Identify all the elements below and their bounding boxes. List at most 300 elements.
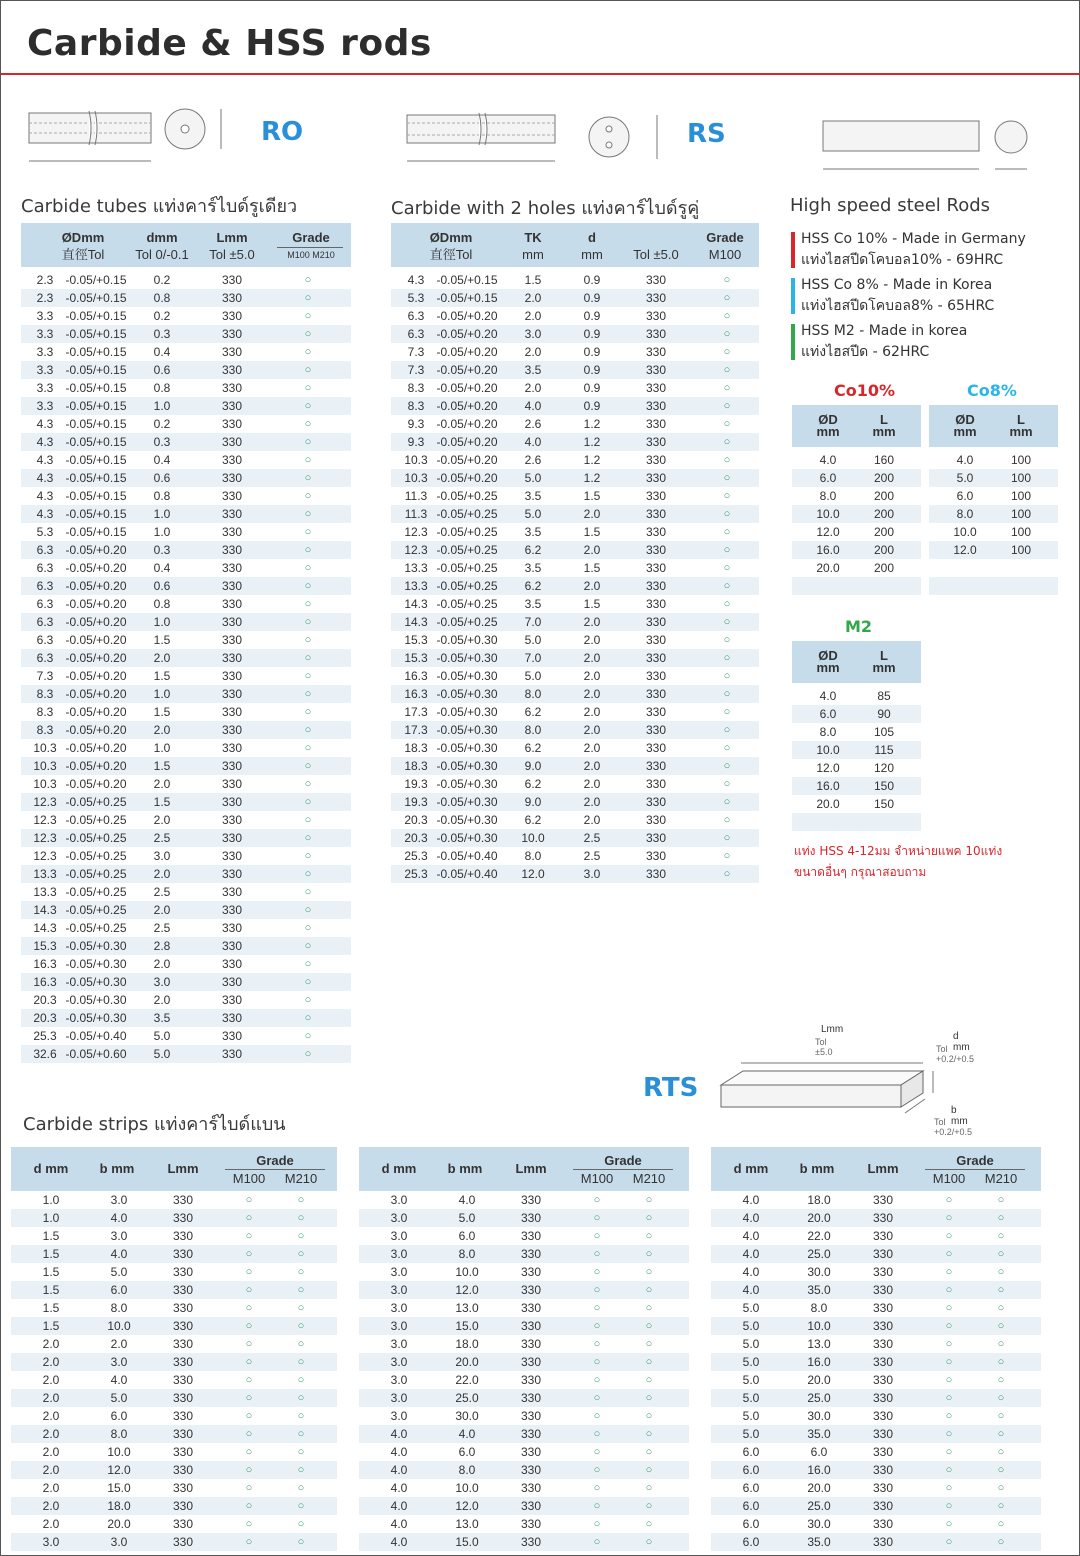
- rts-grade-m210: ○: [645, 1482, 653, 1494]
- co10-od: 4.0: [819, 453, 837, 467]
- ro-d: 2.0: [153, 867, 171, 881]
- rts-d: 6.0: [742, 1535, 760, 1549]
- ro-row: [21, 1027, 351, 1045]
- rs-header-d-unit: mm: [581, 247, 603, 262]
- ro-od: 20.3: [33, 993, 57, 1007]
- rts-d: 5.0: [742, 1427, 760, 1441]
- rts-b: 4.0: [110, 1211, 128, 1225]
- ro-od: 10.3: [33, 741, 57, 755]
- co8-header-l-unit: mm: [1009, 424, 1033, 439]
- ro-d: 3.0: [153, 975, 171, 989]
- rs-row: [391, 829, 759, 847]
- ro-grade-m100: ○: [304, 706, 312, 718]
- rts-grade-m210: ○: [297, 1230, 305, 1242]
- rts-l: 330: [172, 1319, 194, 1333]
- rs-row: [391, 559, 759, 577]
- ro-row: [21, 991, 351, 1009]
- rts-grade-m210: ○: [297, 1284, 305, 1296]
- ro-l: 330: [221, 885, 243, 899]
- rs-header-d: d: [588, 230, 596, 245]
- ro-grade-m100: ○: [304, 562, 312, 574]
- rts-d: 3.0: [390, 1265, 408, 1279]
- rts-l: 330: [520, 1229, 542, 1243]
- rts-d: 4.0: [390, 1427, 408, 1441]
- rts-d: 5.0: [742, 1301, 760, 1315]
- m2-row: [792, 705, 921, 723]
- ro-l: 330: [221, 345, 243, 359]
- rts-row: [11, 1335, 337, 1353]
- ro-od: 6.3: [36, 561, 54, 575]
- m2-l: 85: [877, 689, 891, 703]
- ro-row: [21, 433, 351, 451]
- ro-od-tol: -0.05/+0.25: [65, 831, 127, 845]
- ro-l: 330: [221, 651, 243, 665]
- ro-header-od: ØDmm: [61, 230, 105, 245]
- rts-row: [711, 1317, 1041, 1335]
- rts-grade-m210: ○: [297, 1482, 305, 1494]
- rs-od: 9.3: [407, 435, 425, 449]
- rts-l: 330: [872, 1247, 894, 1261]
- rs-d: 3.0: [583, 867, 601, 881]
- rts-d: 1.0: [42, 1211, 60, 1225]
- ro-d: 1.5: [153, 795, 171, 809]
- rts-d: 4.0: [742, 1265, 760, 1279]
- ro-od: 25.3: [33, 1029, 57, 1043]
- ro-l: 330: [221, 759, 243, 773]
- rs-grade-m100: ○: [723, 742, 731, 754]
- ro-d: 0.6: [153, 579, 171, 593]
- ro-d: 0.2: [153, 417, 171, 431]
- ro-d: 0.3: [153, 327, 171, 341]
- rts-grade-m210: ○: [645, 1320, 653, 1332]
- rts-d: 4.0: [742, 1229, 760, 1243]
- ro-row: [21, 469, 351, 487]
- ro-od-tol: -0.05/+0.15: [65, 435, 127, 449]
- ro-od: 5.3: [36, 525, 54, 539]
- rts-l: 330: [520, 1445, 542, 1459]
- rts-grade-m100: ○: [245, 1482, 253, 1494]
- rts-d: 3.0: [390, 1301, 408, 1315]
- rts-grade-m100: ○: [945, 1518, 953, 1530]
- rs-grade-m100: ○: [723, 310, 731, 322]
- rs-row: [391, 271, 759, 289]
- rts-header-l: Lmm: [867, 1161, 899, 1176]
- rts-row: [711, 1263, 1041, 1281]
- rts-d: 2.0: [42, 1427, 60, 1441]
- ro-od: 13.3: [33, 885, 57, 899]
- rts-l: 330: [520, 1535, 542, 1549]
- co10-header-l-unit: mm: [872, 424, 896, 439]
- rts-d: 6.0: [742, 1445, 760, 1459]
- rs-grade-m100: ○: [723, 598, 731, 610]
- ro-od-tol: -0.05/+0.15: [65, 525, 127, 539]
- m2-row: [792, 687, 921, 705]
- ro-row: [21, 271, 351, 289]
- rts-grade-m100: ○: [593, 1446, 601, 1458]
- ro-l: 330: [221, 435, 243, 449]
- ro-header-od-tol: 直徑Tol: [61, 247, 105, 262]
- rs-row: [391, 379, 759, 397]
- rts-row: [359, 1299, 689, 1317]
- rs-od: 9.3: [407, 417, 425, 431]
- rts-grade-m100: ○: [245, 1518, 253, 1530]
- co8-l: 100: [1010, 507, 1032, 521]
- rts-d: 3.0: [390, 1283, 408, 1297]
- rts-header-m100: M100: [580, 1171, 614, 1186]
- rs-d: 2.0: [583, 687, 601, 701]
- ro-grade-m100: ○: [304, 472, 312, 484]
- rs-od-tol: -0.05/+0.20: [436, 471, 498, 485]
- ro-l: 330: [221, 543, 243, 557]
- ro-od: 4.3: [36, 471, 54, 485]
- ro-l: 330: [221, 777, 243, 791]
- rts-row: [359, 1497, 689, 1515]
- ro-od: 4.3: [36, 435, 54, 449]
- ro-od-tol: -0.05/+0.20: [65, 597, 127, 611]
- rts-row: [359, 1443, 689, 1461]
- rs-d: 2.0: [583, 741, 601, 755]
- rs-row: [391, 577, 759, 595]
- co8-od: 4.0: [956, 453, 974, 467]
- rts-l: 330: [872, 1301, 894, 1315]
- ro-d: 0.4: [153, 345, 171, 359]
- rts-b: 16.0: [807, 1463, 831, 1477]
- ro-od-tol: -0.05/+0.25: [65, 885, 127, 899]
- ro-od-tol: -0.05/+0.15: [65, 381, 127, 395]
- rts-grade-m210: ○: [997, 1284, 1005, 1296]
- rs-grade-m100: ○: [723, 832, 731, 844]
- rs-grade-m100: ○: [723, 328, 731, 340]
- ro-od: 8.3: [36, 687, 54, 701]
- rts-grade-m100: ○: [945, 1374, 953, 1386]
- rts-grade-m210: ○: [997, 1464, 1005, 1476]
- ro-header-d: dmm: [146, 230, 178, 245]
- rs-od-tol: -0.05/+0.30: [436, 795, 498, 809]
- rts-d: 6.0: [742, 1463, 760, 1477]
- hss-grade-name: HSS Co 8% - Made in Korea: [801, 277, 993, 293]
- rs-grade-m100: ○: [723, 868, 731, 880]
- rs-od-tol: -0.05/+0.20: [436, 381, 498, 395]
- rts-row: [11, 1515, 337, 1533]
- rts-grade-m210: ○: [645, 1194, 653, 1206]
- rts-row: [711, 1209, 1041, 1227]
- rs-grade-m100: ○: [723, 400, 731, 412]
- rts-b: 13.0: [455, 1301, 479, 1315]
- rts-row: [11, 1191, 337, 1209]
- rts-d: 2.0: [42, 1517, 60, 1531]
- ro-l: 330: [221, 921, 243, 935]
- ro-grade-m100: ○: [304, 778, 312, 790]
- rts-b: 16.0: [807, 1355, 831, 1369]
- ro-grade-m100: ○: [304, 580, 312, 592]
- rts-grade-m210: ○: [645, 1410, 653, 1422]
- ro-od: 3.3: [36, 327, 54, 341]
- ro-od-tol: -0.05/+0.25: [65, 903, 127, 917]
- rts-grade-m210: ○: [997, 1536, 1005, 1548]
- rts-grade-m210: ○: [997, 1410, 1005, 1422]
- rs-d: 1.2: [583, 435, 601, 449]
- rts-grade-m210: ○: [297, 1302, 305, 1314]
- ro-od: 3.3: [36, 345, 54, 359]
- rs-od-tol: -0.05/+0.25: [436, 543, 498, 557]
- ro-od-tol: -0.05/+0.20: [65, 543, 127, 557]
- rts-grade-m100: ○: [945, 1482, 953, 1494]
- ro-d: 1.0: [153, 615, 171, 629]
- rts-section-label: Carbide strips แท่งคาร์ไบด์แบน: [23, 1114, 286, 1135]
- rts-l: 330: [872, 1193, 894, 1207]
- m2-l: 90: [877, 707, 891, 721]
- ro-d: 5.0: [153, 1047, 171, 1061]
- rts-b: 30.0: [807, 1517, 831, 1531]
- rs-od-tol: -0.05/+0.25: [436, 615, 498, 629]
- rts-l: 330: [520, 1247, 542, 1261]
- hss-grade-thai: แท่งไฮสปีดโคบอล10% - 69HRC: [801, 252, 1004, 268]
- rs-od-tol: -0.05/+0.20: [436, 435, 498, 449]
- rts-b: 20.0: [455, 1355, 479, 1369]
- rts-header-d: d mm: [733, 1161, 769, 1176]
- rts-row: [711, 1353, 1041, 1371]
- ro-od-tol: -0.05/+0.15: [65, 363, 127, 377]
- rs-grade-m100: ○: [723, 616, 731, 628]
- ro-d: 0.3: [153, 543, 171, 557]
- rts-header-grade: Grade: [604, 1153, 642, 1168]
- ro-row: [21, 289, 351, 307]
- rts-grade-m100: ○: [945, 1212, 953, 1224]
- rts-grade-m210: ○: [997, 1392, 1005, 1404]
- ro-row: [21, 649, 351, 667]
- rts-grade-m100: ○: [593, 1536, 601, 1548]
- rs-od: 10.3: [404, 453, 428, 467]
- ro-od-tol: -0.05/+0.30: [65, 957, 127, 971]
- ro-l: 330: [221, 975, 243, 989]
- rts-width-tol: Tol +0.2/+0.5: [934, 1117, 973, 1137]
- ro-d: 0.2: [153, 273, 171, 287]
- ro-od: 2.3: [36, 273, 54, 287]
- ro-od: 6.3: [36, 579, 54, 593]
- rts-b: 18.0: [107, 1499, 131, 1513]
- rts-grade-m100: ○: [245, 1446, 253, 1458]
- rts-grade-m100: ○: [245, 1320, 253, 1332]
- ro-d: 2.0: [153, 777, 171, 791]
- m2-header-l-unit: mm: [872, 660, 896, 675]
- rts-grade-m210: ○: [997, 1302, 1005, 1314]
- rts-grade-m210: ○: [997, 1194, 1005, 1206]
- rts-grade-m100: ○: [245, 1194, 253, 1206]
- rts-d: 1.5: [42, 1319, 60, 1333]
- rs-d: 2.0: [583, 579, 601, 593]
- rs-od: 18.3: [404, 759, 428, 773]
- ro-row: [21, 757, 351, 775]
- rts-row: [359, 1335, 689, 1353]
- rts-row: [11, 1461, 337, 1479]
- rts-d: 3.0: [390, 1391, 408, 1405]
- rs-tk: 6.2: [524, 741, 542, 755]
- ro-od-tol: -0.05/+0.20: [65, 615, 127, 629]
- rs-tk: 9.0: [524, 759, 542, 773]
- rs-l: 330: [645, 309, 667, 323]
- rts-b: 12.0: [107, 1463, 131, 1477]
- rts-l: 330: [872, 1337, 894, 1351]
- rts-grade-m210: ○: [297, 1536, 305, 1548]
- rts-grade-m100: ○: [945, 1536, 953, 1548]
- m2-od: 4.0: [819, 689, 837, 703]
- ro-row: [21, 451, 351, 469]
- rts-b: 20.0: [807, 1211, 831, 1225]
- rts-b: 12.0: [455, 1283, 479, 1297]
- rs-rod-diagram: [401, 101, 671, 176]
- ro-od-tol: -0.05/+0.25: [65, 867, 127, 881]
- hss-color-bar: [791, 324, 795, 360]
- rts-b: 2.0: [110, 1337, 128, 1351]
- rts-l: 330: [172, 1463, 194, 1477]
- ro-d: 0.4: [153, 453, 171, 467]
- rs-row: [391, 757, 759, 775]
- rs-od: 11.3: [404, 507, 428, 521]
- rs-tk: 7.0: [524, 615, 542, 629]
- rs-tk: 6.2: [524, 705, 542, 719]
- rs-od: 7.3: [407, 363, 425, 377]
- rts-l: 330: [520, 1301, 542, 1315]
- rts-d: 1.5: [42, 1301, 60, 1315]
- rts-l: 330: [172, 1409, 194, 1423]
- rs-grade-m100: ○: [723, 706, 731, 718]
- rts-l: 330: [172, 1535, 194, 1549]
- rs-tk: 8.0: [524, 849, 542, 863]
- rts-l: 330: [520, 1481, 542, 1495]
- rts-b: 22.0: [807, 1229, 831, 1243]
- m2-l: 150: [873, 779, 895, 793]
- rts-row: [711, 1299, 1041, 1317]
- rts-b: 10.0: [107, 1445, 131, 1459]
- rts-b: 8.0: [110, 1427, 128, 1441]
- ro-row: [21, 397, 351, 415]
- ro-od-tol: -0.05/+0.25: [65, 849, 127, 863]
- ro-grade-m100: ○: [304, 940, 312, 952]
- hss-grade-name: HSS M2 - Made in korea: [801, 323, 968, 339]
- rts-l: 330: [872, 1445, 894, 1459]
- rs-grade-m100: ○: [723, 472, 731, 484]
- rs-d: 2.0: [583, 813, 601, 827]
- rts-row: [359, 1227, 689, 1245]
- rts-b: 8.0: [810, 1301, 828, 1315]
- co10-row: [792, 577, 921, 595]
- rs-l: 330: [645, 795, 667, 809]
- rts-header-l: Lmm: [515, 1161, 547, 1176]
- rts-d: 2.0: [42, 1463, 60, 1477]
- m2-l: 115: [874, 743, 894, 757]
- ro-d: 1.5: [153, 633, 171, 647]
- ro-row: [21, 955, 351, 973]
- rts-l: 330: [520, 1391, 542, 1405]
- rts-header-grade: Grade: [256, 1153, 294, 1168]
- rs-grade-m100: ○: [723, 760, 731, 772]
- rts-grade-rule: [225, 1169, 325, 1170]
- ro-header-grade: Grade: [292, 230, 330, 245]
- rts-grade-m210: ○: [997, 1212, 1005, 1224]
- rts-grade-m100: ○: [245, 1248, 253, 1260]
- rs-d: 0.9: [583, 381, 601, 395]
- rts-grade-m210: ○: [645, 1212, 653, 1224]
- rs-od: 18.3: [404, 741, 428, 755]
- rts-b: 13.0: [807, 1337, 831, 1351]
- rts-grade-m210: ○: [297, 1266, 305, 1278]
- ro-row: [21, 811, 351, 829]
- rs-od: 5.3: [407, 291, 425, 305]
- rts-length-tol: Tol ±5.0: [815, 1037, 833, 1057]
- rts-grade-m210: ○: [297, 1428, 305, 1440]
- rs-l: 330: [645, 687, 667, 701]
- rts-row: [711, 1281, 1041, 1299]
- ro-l: 330: [221, 957, 243, 971]
- ro-od-tol: -0.05/+0.20: [65, 759, 127, 773]
- ro-od: 12.3: [33, 849, 57, 863]
- rs-od-tol: -0.05/+0.20: [436, 417, 498, 431]
- rts-grade-m210: ○: [997, 1374, 1005, 1386]
- rts-row: [11, 1425, 337, 1443]
- ro-l: 330: [221, 831, 243, 845]
- rs-tk: 5.0: [524, 669, 542, 683]
- ro-od-tol: -0.05/+0.15: [65, 489, 127, 503]
- rs-l: 330: [645, 723, 667, 737]
- rts-grade-m210: ○: [645, 1500, 653, 1512]
- ro-od-tol: -0.05/+0.30: [65, 993, 127, 1007]
- rts-row: [359, 1461, 689, 1479]
- rts-header-m210: M210: [984, 1171, 1018, 1186]
- rts-d: 4.0: [390, 1499, 408, 1513]
- rs-tk: 5.0: [524, 507, 542, 521]
- rts-d: 2.0: [42, 1481, 60, 1495]
- rts-d: 6.0: [742, 1517, 760, 1531]
- rts-d: 4.0: [390, 1535, 408, 1549]
- ro-od: 6.3: [36, 543, 54, 557]
- ro-row: [21, 1009, 351, 1027]
- rs-tk: 12.0: [521, 867, 545, 881]
- rts-grade-m210: ○: [297, 1464, 305, 1476]
- rts-d: 4.0: [742, 1283, 760, 1297]
- ro-d: 0.8: [153, 489, 171, 503]
- rts-row: [711, 1389, 1041, 1407]
- rs-od-tol: -0.05/+0.30: [436, 651, 498, 665]
- rts-table-header: [11, 1147, 337, 1191]
- rs-grade-m100: ○: [723, 274, 731, 286]
- rts-grade-m210: ○: [997, 1356, 1005, 1368]
- rs-od-tol: -0.05/+0.30: [436, 669, 498, 683]
- ro-d: 5.0: [153, 1029, 171, 1043]
- rts-l: 330: [172, 1265, 194, 1279]
- rts-grade-m210: ○: [645, 1266, 653, 1278]
- ro-l: 330: [221, 489, 243, 503]
- rts-b: 25.0: [807, 1499, 831, 1513]
- ro-l: 330: [221, 417, 243, 431]
- rts-row: [11, 1227, 337, 1245]
- rts-d: 5.0: [742, 1337, 760, 1351]
- ro-grade-m100: ○: [304, 832, 312, 844]
- rts-length-label: Lmm: [821, 1024, 844, 1035]
- ro-row: [21, 343, 351, 361]
- ro-grade-m100: ○: [304, 382, 312, 394]
- ro-row: [21, 415, 351, 433]
- rts-row: [359, 1209, 689, 1227]
- ro-grade-m100: ○: [304, 274, 312, 286]
- m2-row: [792, 777, 921, 795]
- rts-d: 3.0: [42, 1535, 60, 1549]
- rts-l: 330: [172, 1337, 194, 1351]
- rs-od-tol: -0.05/+0.20: [436, 309, 498, 323]
- rts-row: [711, 1227, 1041, 1245]
- rts-l: 330: [172, 1427, 194, 1441]
- rts-b: 10.0: [807, 1319, 831, 1333]
- rts-grade-m100: ○: [245, 1428, 253, 1440]
